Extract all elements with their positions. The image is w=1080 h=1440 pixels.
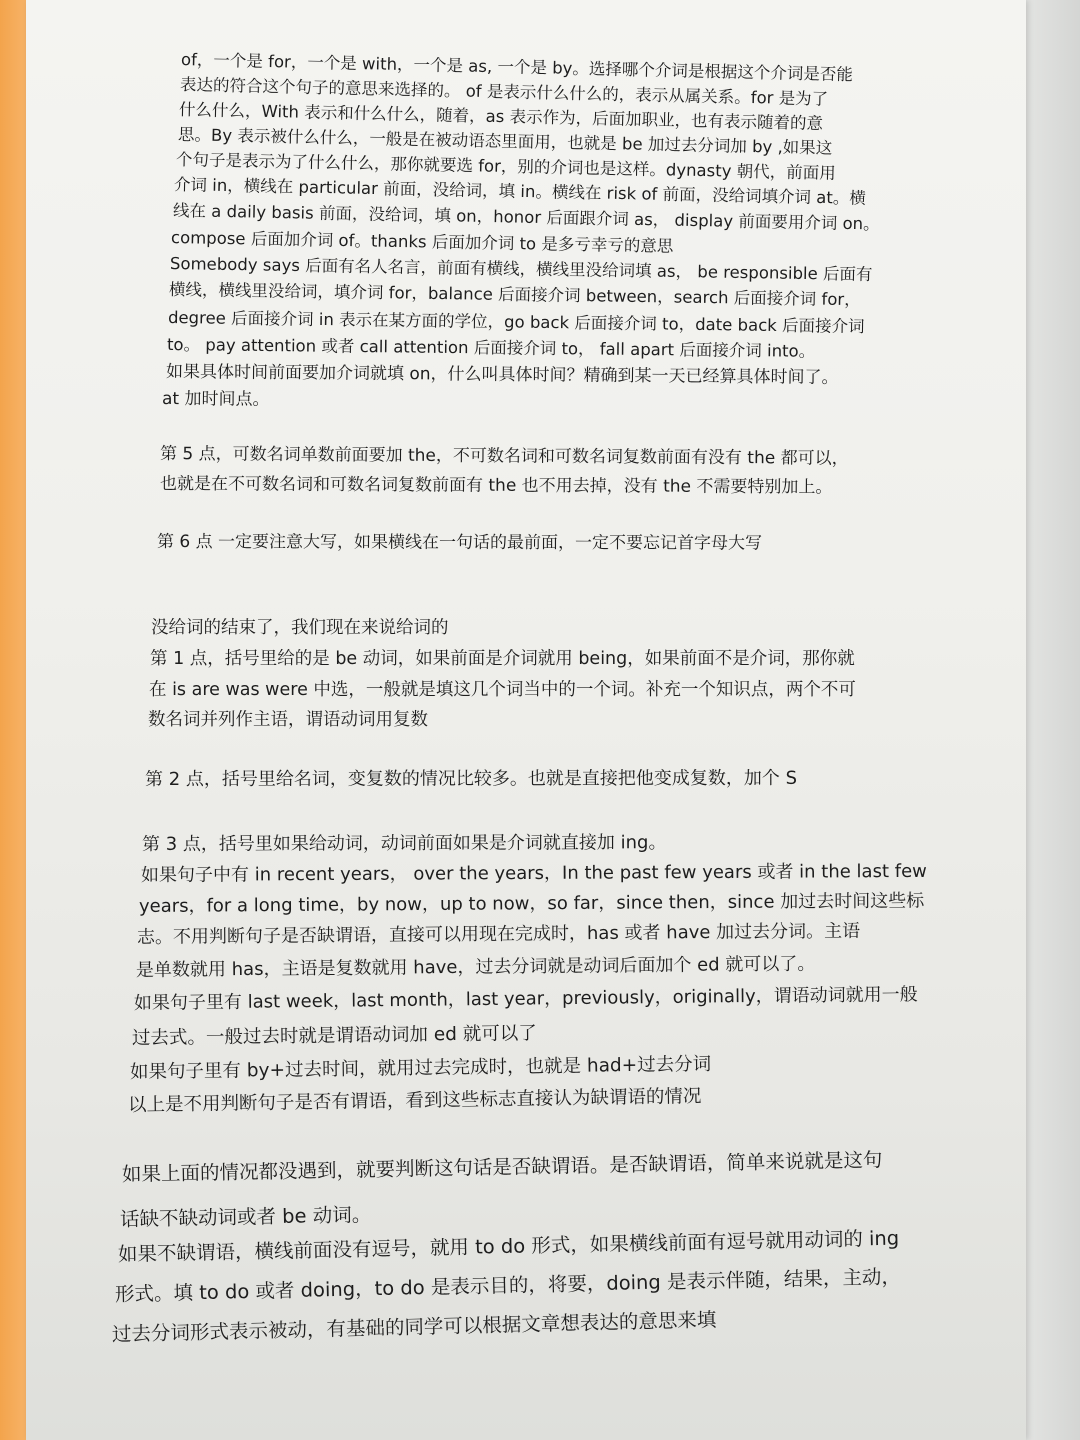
- text-line-19: 第 1 点，括号里给的是 be 动词，如果前面是介词就用 being，如果前面不是介词，那你就: [150, 649, 855, 669]
- text-line-16: 也就是在不可数名词和可数名词复数前面有 the 也不用去掉，没有 the 不需要特别加上。: [159, 474, 833, 498]
- text-line-3: 什么什么，With 表示和什么什么，随着，as 表示作为，后面加职业，也有表示随着的意: [178, 100, 824, 134]
- text-line-13: 如果具体时间前面要加介词就填 on，什么叫具体时间？精确到某一天已经算具体时间了。: [165, 362, 839, 388]
- text-line-18: 没给词的结束了，我们现在来说给词的: [151, 618, 449, 638]
- text-line-21: 数名词并列作主语，谓语动词用复数: [148, 710, 428, 730]
- text-line-22: 第 2 点，括号里给名词，变复数的情况比较多。也就是直接把他变成复数，加个 S: [144, 767, 798, 790]
- text-line-6: 介词 in，横线在 particular 前面，没给词，填 in。横线在 risk of 前面，没给词填介词 at。横: [173, 175, 867, 208]
- text-line-10: 横线，横线里没给词，填介词 for，balance 后面接介词 between，search 后面接介词 for，: [168, 280, 861, 310]
- text-line-7: 线在 a daily basis 前面，没给词，填 on，honor 后面跟介词 as， display 前面要用介词 on。: [172, 201, 880, 234]
- text-line-1: of，一个是 for，一个是 with，一个是 as, 一个是 by。选择哪个介词是根据这个介词是否能: [180, 50, 854, 85]
- text-line-36: 过去分词形式表示被动，有基础的同学可以根据文章想表达的意思来填: [111, 1308, 717, 1346]
- text-line-32: 如果上面的情况都没遇到，就要判断这句话是否缺谓语。是否缺谓语，简单来说就是这句: [121, 1148, 883, 1186]
- text-line-15: 第 5 点，可数名词单数前面要加 the，不可数名词和可数名词复数前面有没有 the 都可以，: [159, 444, 849, 469]
- text-line-27: 是单数就用 has，主语是复数就用 have，过去分词就是动词后面加个 ed 就可以了。: [135, 953, 816, 981]
- text-line-33: 话缺不缺动词或者 be 动词。: [119, 1203, 372, 1231]
- text-line-34: 如果不缺谓语，横线前面没有逗号，就用 to do 形式，如果横线前面有逗号就用动词的 ing: [117, 1226, 900, 1266]
- text-line-26: 志。不用判断句子是否缺谓语，直接可以用现在完成时，has 或者 have 加过去分词。主语: [136, 920, 861, 948]
- text-line-11: degree 后面接介词 in 表示在某方面的学位，go back 后面接介词 to，date back 后面接介词: [167, 308, 865, 337]
- text-line-29: 过去式。一般过去时就是谓语动词加 ed 就可以了: [131, 1023, 537, 1049]
- text-line-5: 个句子是表示为了什么什么，那你就要选 for，别的介词也是这样。dynasty 朝代，前面用: [175, 150, 836, 183]
- text-line-8: compose 后面加介词 of。thanks 后面加介词 to 是多亏幸亏的意思: [170, 228, 674, 256]
- text-line-35: 形式。填 to do 或者 doing，to do 是表示目的，将要，doing 是表示伴随，结果，主动，: [114, 1265, 902, 1306]
- text-line-12: to。 pay attention 或者 call attention 后面接介词 to， fall apart 后面接介词 into。: [166, 335, 816, 361]
- text-line-17: 第 6 点 一定要注意大写，如果横线在一句话的最前面，一定不要忘记首字母大写: [156, 532, 763, 554]
- text-line-28: 如果句子里有 last week，last month，last year，previously，originally，谓语动词就用一般: [133, 984, 918, 1014]
- text-line-9: Somebody says 后面有名人名言，前面有横线，横线里没给词填 as， be responsible 后面有: [169, 254, 873, 285]
- text-line-14: at 加时间点。: [161, 389, 270, 410]
- document-page: [26, 0, 1026, 1440]
- text-line-2: 表达的符合这个句子的意思来选择的。 of 是表示什么什么的，表示从属关系。for 是为了: [179, 75, 829, 109]
- text-line-4: 思。By 表示被什么什么，一般是在被动语态里面用，也就是 be 加过去分词加 by ,如果这: [177, 125, 833, 158]
- text-line-23: 第 3 点，括号里如果给动词，动词前面如果是介词就直接加 ing。: [141, 832, 667, 855]
- text-line-25: years，for a long time，by now，up to now，so far，since then，since 加过去时间这些标: [138, 890, 925, 917]
- text-line-30: 如果句子里有 by+过去时间，就用过去完成时，也就是 had+过去分词: [129, 1053, 712, 1083]
- text-line-20: 在 is are was were 中选，一般就是填这几个词当中的一个词。补充一个知识点，两个不可: [149, 680, 856, 700]
- text-line-31: 以上是不用判断句子是否有谓语，看到这些标志直接认为缺谓语的情况: [127, 1085, 702, 1116]
- text-line-24: 如果句子中有 in recent years， over the years，In the past few years 或者 in the last few: [140, 860, 927, 886]
